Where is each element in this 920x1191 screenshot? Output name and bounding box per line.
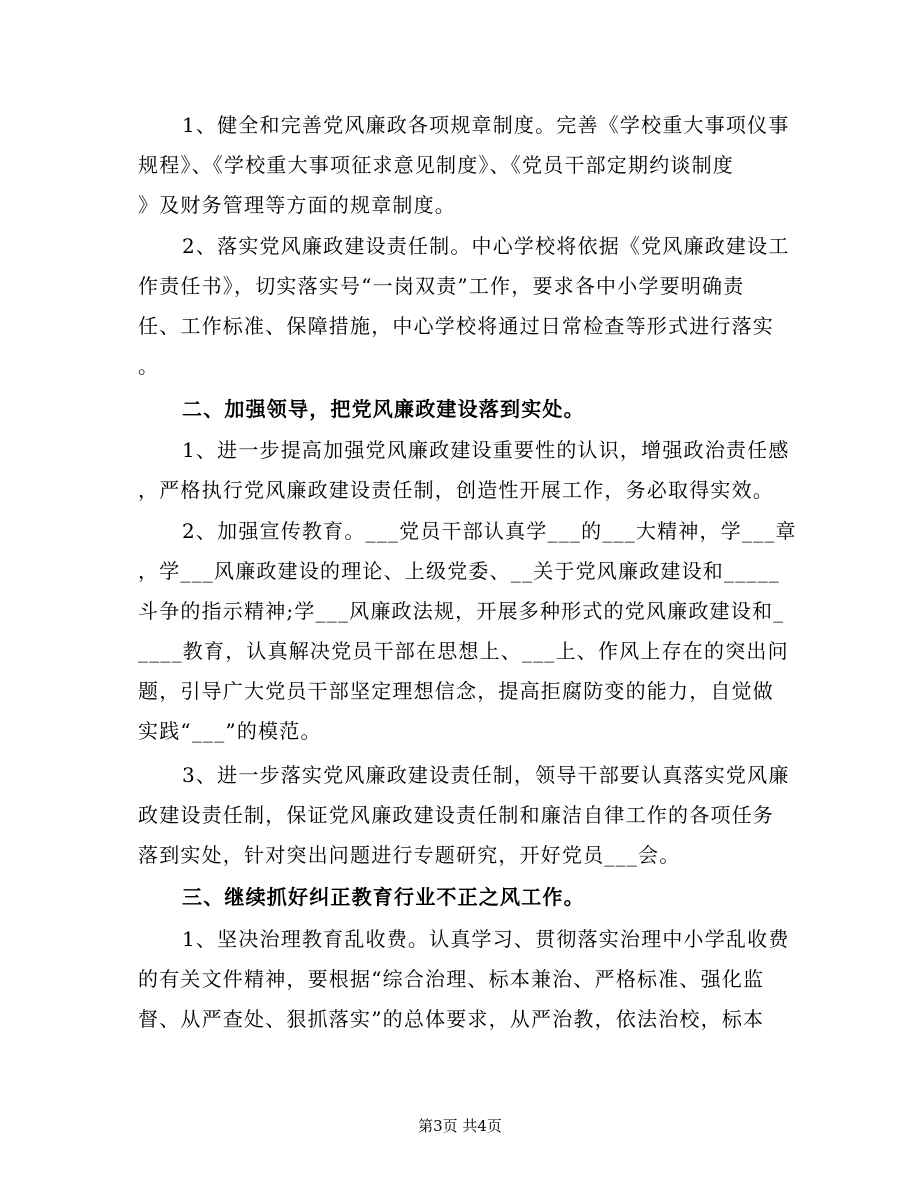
paragraph-4-line-5: 题，引导广大党员干部坚定理想信念，提高拒腐防变的能力，自觉做 (138, 679, 774, 703)
paragraph-2-line-4: 。 (138, 354, 160, 378)
paragraph-4-line-1: 2、加强宣传教育。___党员干部认真学___的___大精神，学___章 (182, 519, 797, 543)
section-heading-2: 二、加强领导，把党风廉政建设落到实处。 (182, 397, 585, 421)
paragraph-3-line-1: 1、进一步提高加强党风廉政建设重要性的认识，增强政治责任感 (182, 438, 790, 462)
paragraph-2-line-1: 2、落实党风廉政建设责任制。中心学校将依据《党风廉政建设工 (182, 234, 790, 258)
paragraph-2-line-3: 任、工作标准、保障措施，中心学校将通过日常检查等形式进行落实 (138, 314, 774, 338)
paragraph-4-line-6: 实践“___”的模范。 (138, 719, 322, 743)
paragraph-6-line-2: 的有关文件精神，要根据“综合治理、标本兼治、严格标准、强化监 (138, 967, 765, 991)
paragraph-1-line-3: 》及财务管理等方面的规章制度。 (138, 193, 456, 217)
paragraph-4-line-3: 斗争的指示精神;学___风廉政法规，开展多种形式的党风廉政建设和_ (138, 599, 785, 623)
paragraph-6-line-1: 1、坚决治理教育乱收费。认真学习、贯彻落实治理中小学乱收费 (182, 927, 790, 951)
paragraph-2-line-2: 作责任书》，切实落实号“一岗双责”工作，要求各中小学要明确责 (138, 274, 745, 298)
paragraph-5-line-1: 3、进一步落实党风廉政建设责任制，领导干部要认真落实党风廉 (182, 763, 790, 787)
paragraph-6-line-3: 督、从严查处、狠抓落实”的总体要求，从严治教，依法治校，标本 (138, 1007, 765, 1031)
page-number-footer: 第3页 共4页 (418, 1117, 502, 1135)
paragraph-5-line-2: 政建设责任制，保证党风廉政建设责任制和廉洁自律工作的各项任务 (138, 803, 774, 827)
paragraph-3-line-2: ，严格执行党风廉政建设责任制，创造性开展工作，务必取得实效。 (138, 478, 774, 502)
paragraph-1-line-1: 1、健全和完善党风廉政各项规章制度。完善《学校重大事项仪事 (182, 113, 790, 137)
paragraph-4-line-4: ____教育，认真解决党员干部在思想上、___上、作风上存在的突出问 (138, 639, 789, 663)
paragraph-1-line-2: 规程》、《学校重大事项征求意见制度》、《党员干部定期约谈制度 (138, 153, 734, 177)
paragraph-4-line-2: ，学___风廉政建设的理论、上级党委、__关于党风廉政建设和_____ (138, 559, 780, 583)
section-heading-3: 三、继续抓好纠正教育行业不正之风工作。 (182, 885, 585, 909)
paragraph-5-line-3: 落到实处，针对突出问题进行专题研究，开好党员___会。 (138, 843, 681, 867)
